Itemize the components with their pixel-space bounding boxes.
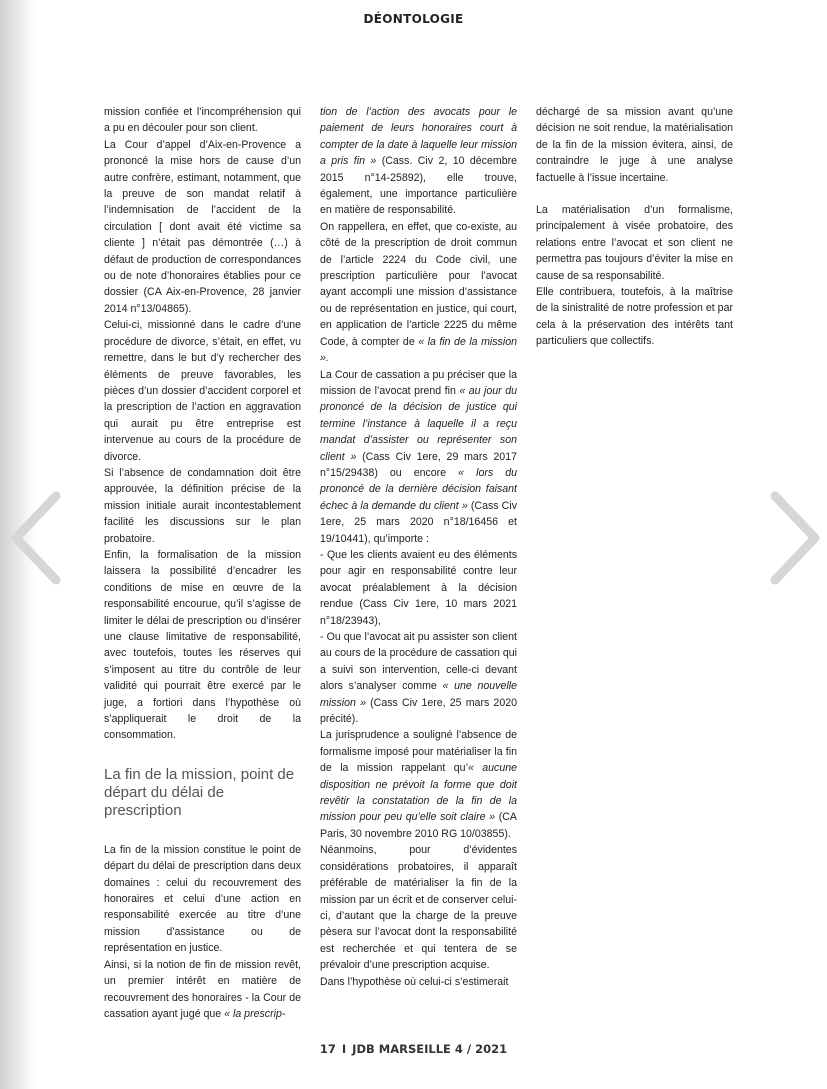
- section-header: DÉONTOLOGIE: [363, 12, 464, 26]
- paragraph: [320, 367, 517, 547]
- paragraph: mission confiée et l’incompréhension qui a pu en découler pour son client.: [104, 106, 301, 135]
- text-run: - Ou que l’avocat ait pu assister son client au cours de la procédure de cassation qui a suivi son intervention, celle-ci devant alors s’analyser comme: [320, 631, 517, 693]
- paragraph: La matérialisation d’un formalisme, principalement à visée probatoire, des relations entre l’avocat et son client ne permettra pas toujours d’éviter la mise en cause de sa responsabilité.: [536, 204, 733, 282]
- text-run: (Cass Civ 1ere, 25 mars 2020 n°18/16456 et 19/10441), qu’importe :: [320, 499, 517, 545]
- paragraph: Elle contribuera, toutefois, à la maîtrise de la sinistralité de notre profession et par cela à la préservation des intérêts tant particuliers que collectifs.: [536, 286, 733, 348]
- text-column-1: [104, 104, 301, 1022]
- text-run: On rappellera, en effet, que co-existe, au côté de la prescription de droit commun de l’article 2224 du Code civil, une prescription particulière pour l’avocat ayant accompli une mission d’assistance ou de représentation en justice, qui court, en application de l’article 2225 du même Code, à compter de: [320, 220, 517, 348]
- quotation: « aucune disposition ne prévoit la forme que doit revêtir la constatation de la fin de la mission pour peu qu’elle soit claire »: [320, 762, 518, 824]
- text-column-2: [320, 104, 517, 990]
- publication-name: JDB MARSEILLE 4 / 2021: [352, 1042, 508, 1056]
- text-run: La Cour de cassation a pu préciser que la mission de l’avocat prend fin: [320, 368, 517, 397]
- quotation: « la prescrip-: [224, 1007, 286, 1020]
- quotation: tion de l’action des avocats pour le paiement de leurs honoraires court à compter de la date à laquelle leur mission a pris fin »: [320, 106, 517, 168]
- quotation: « la fin de la mission ».: [320, 335, 517, 365]
- page-footer: [0, 1042, 827, 1056]
- text-column-3: [536, 104, 733, 350]
- paragraph: Si l’absence de condamnation doit être approuvée, la définition précise de la mission initiale aurait incontestablement facilité les discussions sur le plan probatoire.: [104, 466, 301, 545]
- quotation: « au jour du prononcé de la décision de justice qui termine l’instance à laquelle il a reçu mandat d’assister ou représenter son client »: [320, 384, 517, 463]
- previous-page-button[interactable]: [4, 488, 68, 588]
- text-run: La jurisprudence a souligné l’absence de formalisme imposé pour matérialiser la fin de la mission rappelant qu’: [320, 729, 517, 775]
- chevron-left-icon: [4, 488, 68, 588]
- chevron-right-icon: [763, 488, 827, 588]
- paragraph: déchargé de sa mission avant qu’une décision ne soit rendue, la matérialisation de la fin de la mission évitera, ainsi, de contraindre le juge à une analyse factuelle à l’issue incertaine.: [536, 106, 733, 184]
- paragraph: La fin de la mission constitue le point de départ du délai de prescription dans deux domaines : celui du recouvrement des honoraires et celui d’une action en responsabilité exercée au titre d’une mission d’assistance ou de représentation en justice.: [104, 843, 301, 955]
- footer-separator: I: [341, 1042, 347, 1056]
- subheading: La fin de la mission, point de départ du délai de prescription: [104, 765, 295, 819]
- paragraph: Néanmoins, pour d’évidentes considérations probatoires, il apparaît préférable de matérialiser la fin de la mission par un écrit et de conserver celui-ci, d’autant que la charge de la preuve pèsera sur l’avocat dont la responsabilité est recherchée et qui tentera de se prévaloir d’une prescription acquise.: [320, 844, 517, 972]
- paragraph: [104, 957, 301, 1023]
- page-number: 17: [319, 1042, 336, 1056]
- text-run: Ainsi, si la notion de fin de mission revêt, un premier intérêt en matière de recouvrement des honoraires - la Cour de cassation ayant jugé que: [104, 958, 301, 1020]
- text-run: (Cass Civ 1ere, 29 mars 2017 n°15/29438) ou encore: [320, 450, 517, 479]
- paragraph: La Cour d’appel d’Aix-en-Provence a prononcé la mise hors de cause d’un autre confrère, estimant, notamment, que la preuve de son mandat relatif à l’indemnisation de l’accident de la circulation [ dont avait été victime sa cliente ] n’était pas démontrée (…) à défaut de production de correspondances ou de note d’honoraires établies pour ce dossier (CA Aix-en-Provence, 28 janvier 2014 n°13/04865).: [104, 138, 301, 315]
- text-run: (Cass Civ 1ere, 25 mars 2020 précité).: [320, 696, 517, 726]
- paragraph: [320, 629, 517, 727]
- quotation: « une nouvelle mission »: [320, 680, 517, 709]
- text-run: (CA Paris, 30 novembre 2010 RG 10/03855).: [320, 811, 517, 840]
- paragraph: Celui-ci, missionné dans le cadre d’une procédure de divorce, s’était, en effet, vu remettre, dans le but d’y rechercher des éléments de preuve favorables, les pièces d’un dossier d’accident corporel et la prescription de l’action en aggravation qui aurait pu être entreprise est intervenue au cours de la procédure de divorce.: [104, 319, 301, 463]
- paragraph: - Que les clients avaient eu des éléments pour agir en responsabilité contre leur avocat préalablement à la décision rendue (Cass Civ 1ere, 10 mars 2021 n°18/23943),: [320, 548, 517, 627]
- paragraph: Enfin, la formalisation de la mission laissera la possibilité d’encadrer les conditions de mise en œuvre de la responsabilité encourue, qu’il s’agisse de limiter le délai de prescription ou d’insérer une clause limitative de responsabilité, avec toutefois, toutes les réserves qui s’imposent au titre du contrôle de leur validité qui pourrait être exercé par le juge, a fortiori dans l’hypothèse où s’appliquerait le droit de la consommation.: [104, 548, 301, 742]
- text-run: (Cass. Civ 2, 10 décembre 2015 n°14-25892), elle trouve, également, une importance particulière en matière de responsabilité.: [320, 155, 518, 217]
- next-page-button[interactable]: [763, 488, 827, 588]
- quotation: « lors du prononcé de la dernière décision faisant échec à la demande du client »: [320, 466, 517, 512]
- paragraph: [320, 219, 517, 367]
- paragraph: [320, 104, 517, 219]
- paragraph: Dans l’hypothèse où celui-ci s’estimerait: [320, 975, 509, 988]
- paragraph: [320, 727, 517, 842]
